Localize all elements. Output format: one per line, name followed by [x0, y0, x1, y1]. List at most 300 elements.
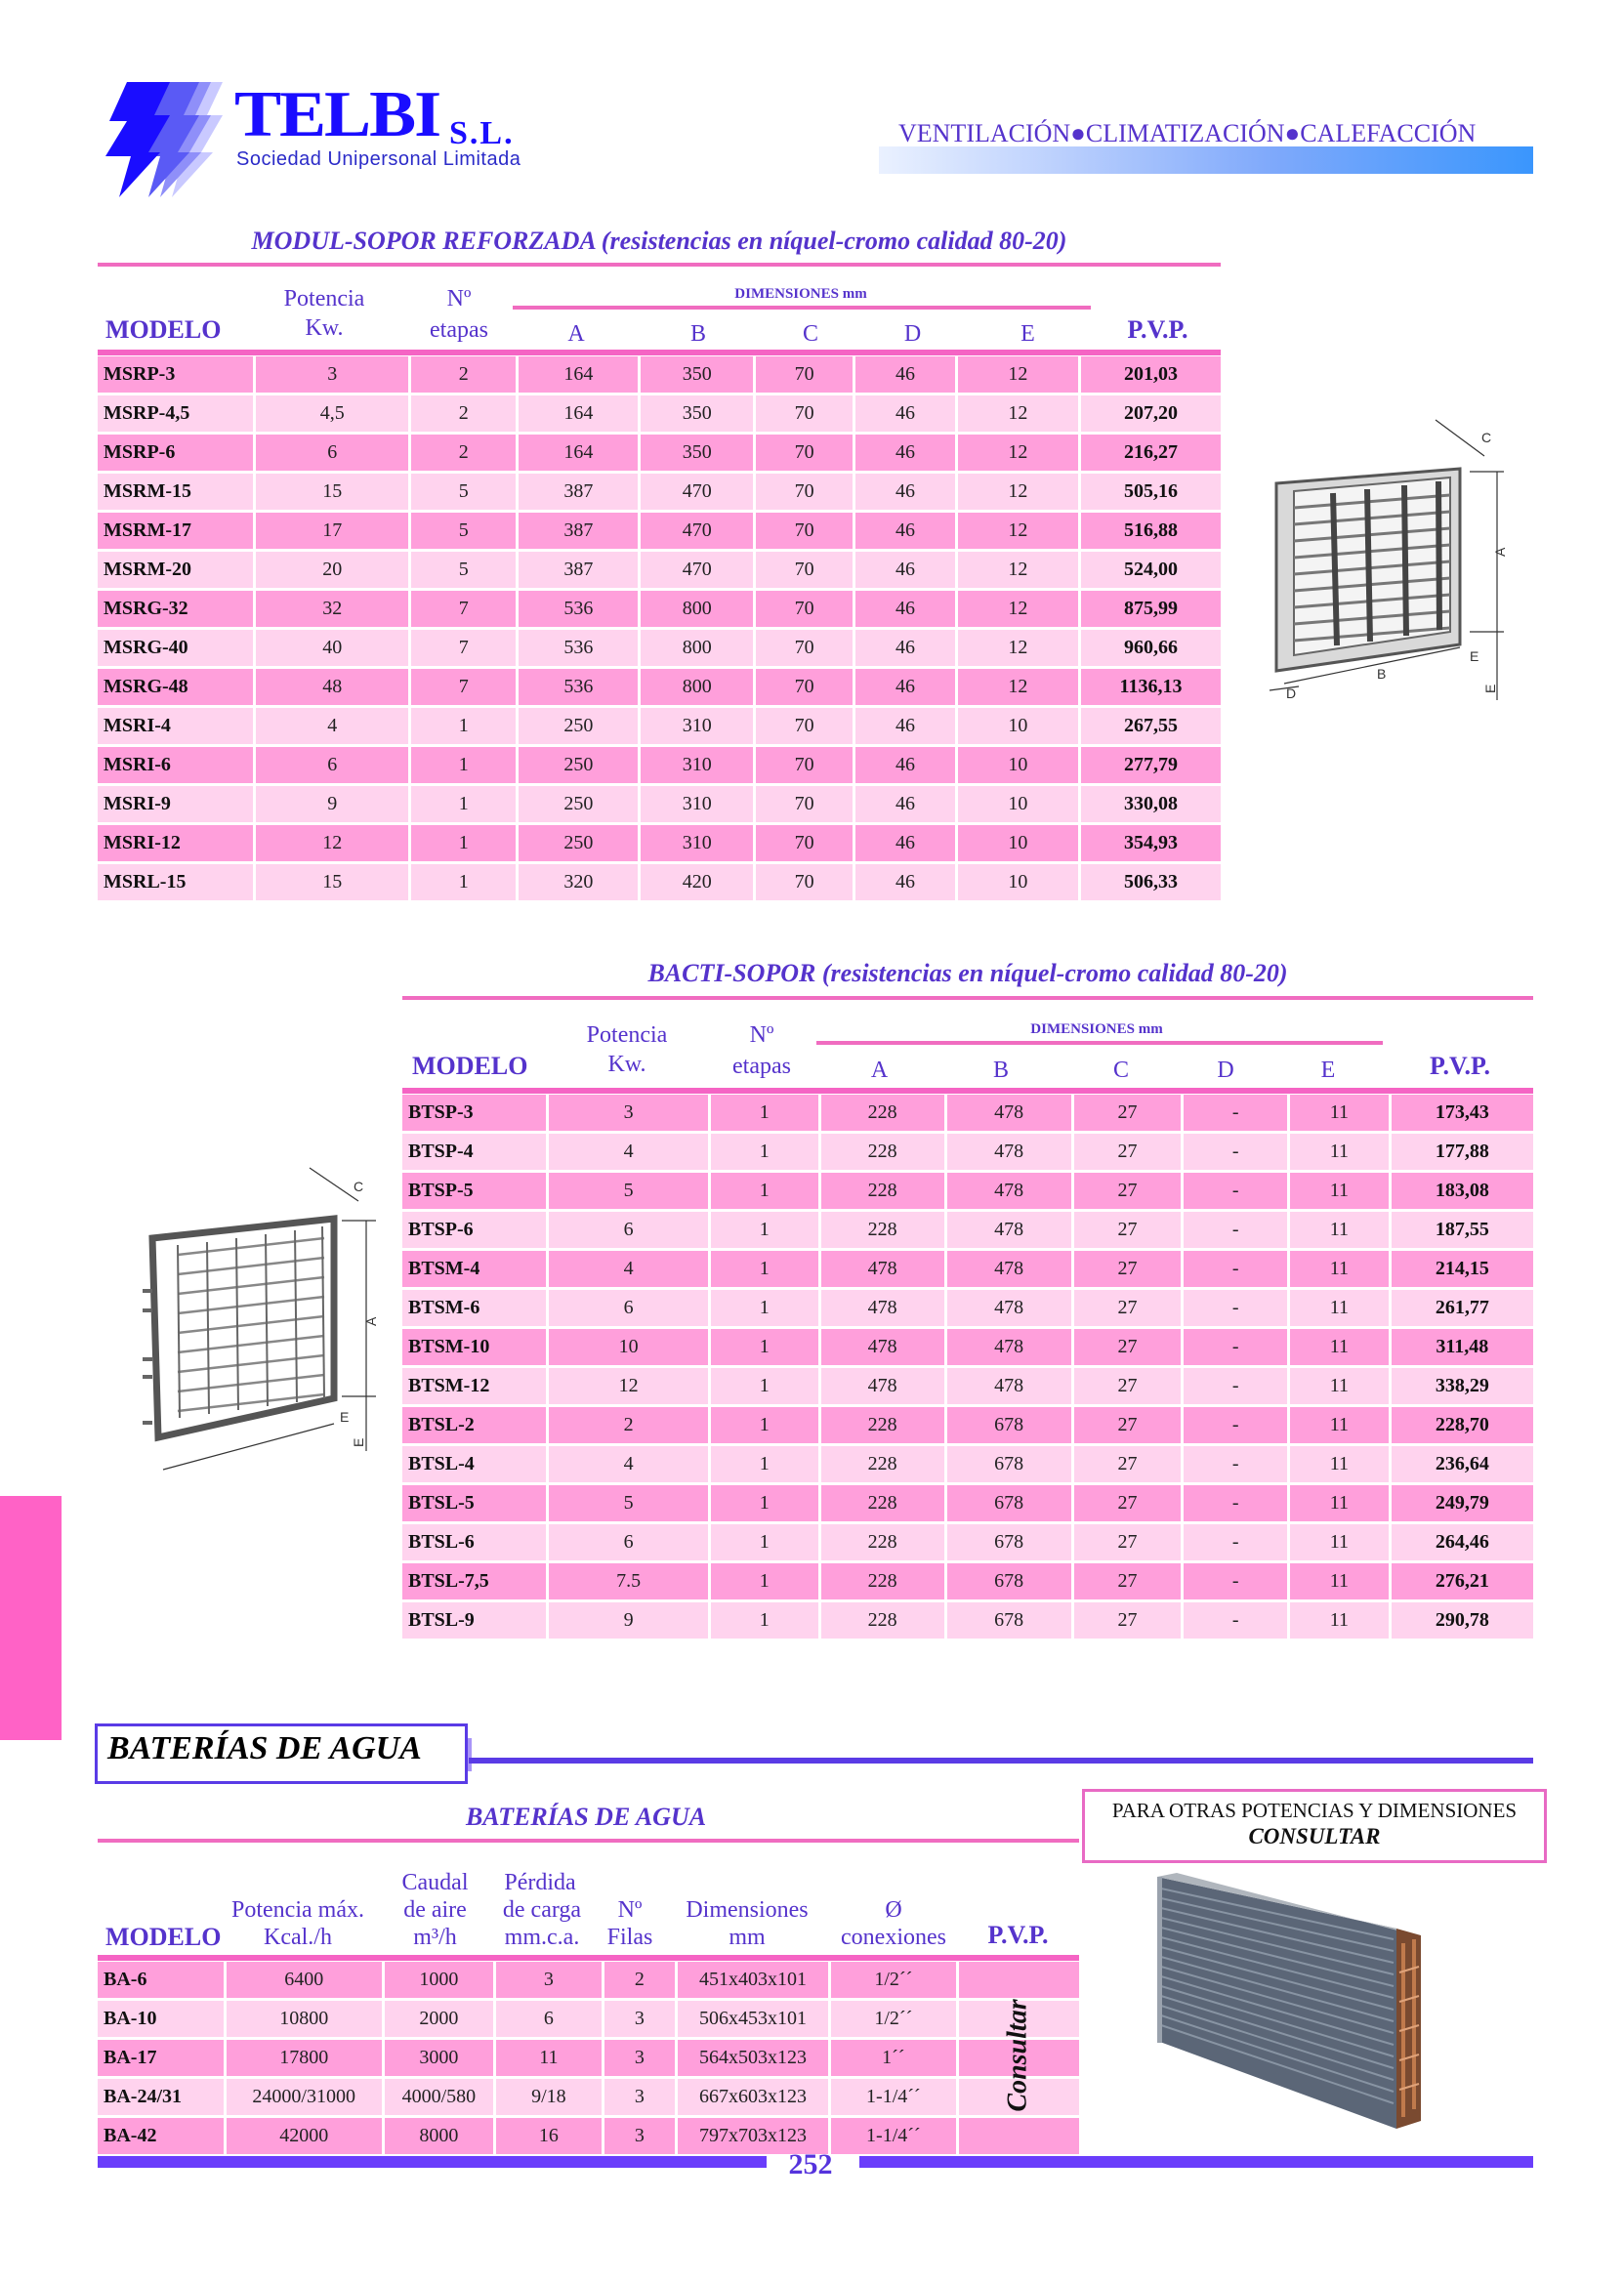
value-cell: 6400 — [227, 1962, 382, 1998]
value-cell: 11 — [1290, 1095, 1389, 1131]
value-cell: 27 — [1074, 1134, 1182, 1170]
table-row — [98, 2118, 1079, 2154]
value-cell: 70 — [756, 747, 853, 783]
price-cell: 187,55 — [1392, 1212, 1533, 1248]
baterias-table — [95, 1959, 1082, 2157]
consult-note-line2: CONSULTAR — [1248, 1824, 1381, 1848]
value-cell: 1 — [711, 1485, 818, 1521]
table-row — [402, 1368, 1533, 1404]
value-cell: 678 — [947, 1524, 1071, 1560]
modul-table — [95, 353, 1224, 903]
modul-header-b: B — [689, 321, 706, 347]
table-row — [98, 474, 1221, 510]
price-cell: 276,21 — [1392, 1563, 1533, 1599]
value-cell: 1 — [411, 825, 516, 861]
model-cell: MSRG-32 — [98, 591, 253, 627]
value-cell: 46 — [855, 669, 954, 705]
value-cell: 10 — [958, 864, 1078, 900]
value-cell: 1 — [711, 1251, 818, 1287]
value-cell: 46 — [855, 395, 954, 432]
model-cell: MSRI-6 — [98, 747, 253, 783]
value-cell: 478 — [821, 1290, 944, 1326]
value-cell: 667x603x123 — [678, 2079, 828, 2115]
value-cell: 70 — [756, 552, 853, 588]
value-cell: 1 — [711, 1407, 818, 1443]
value-cell: 1/2´´ — [831, 2001, 955, 2037]
bacti-header-pvp: P.V.P. — [1430, 1052, 1490, 1080]
logo-suffix: S.L. — [449, 115, 515, 151]
value-cell: 27 — [1074, 1095, 1182, 1131]
value-cell: 310 — [641, 786, 753, 822]
value-cell: 5 — [411, 552, 516, 588]
bacti-diagram-label-e1: E — [340, 1409, 350, 1425]
value-cell: 27 — [1074, 1524, 1182, 1560]
value-cell: 10 — [958, 825, 1078, 861]
value-cell: 11 — [496, 2040, 602, 2076]
value-cell: 11 — [1290, 1173, 1389, 1209]
value-cell: 478 — [947, 1212, 1071, 1248]
value-cell: - — [1184, 1524, 1287, 1560]
value-cell: 27 — [1074, 1602, 1182, 1639]
modul-header-pvp: P.V.P. — [1127, 315, 1188, 344]
side-tab-marker — [0, 1496, 62, 1740]
value-cell: 6 — [496, 2001, 602, 2037]
section-heading-baterias: BATERÍAS DE AGUA — [107, 1730, 422, 1766]
value-cell: - — [1184, 1368, 1287, 1404]
water-coil-image — [1138, 1865, 1431, 2129]
price-cell: 183,08 — [1392, 1173, 1533, 1209]
value-cell: 70 — [756, 669, 853, 705]
model-cell: BTSM-6 — [402, 1290, 546, 1326]
value-cell: 3 — [604, 2040, 675, 2076]
value-cell: 387 — [519, 474, 638, 510]
table-row — [98, 708, 1221, 744]
value-cell: 10 — [549, 1329, 708, 1365]
model-cell: BA-42 — [98, 2118, 224, 2154]
value-cell: - — [1184, 1173, 1287, 1209]
value-cell: 800 — [641, 669, 753, 705]
value-cell: 536 — [519, 630, 638, 666]
value-cell: 1 — [411, 786, 516, 822]
value-cell: 478 — [947, 1173, 1071, 1209]
table-row — [98, 2040, 1079, 2076]
value-cell: 70 — [756, 630, 853, 666]
value-cell: 478 — [947, 1368, 1071, 1404]
footer-rule-left — [98, 2156, 767, 2168]
value-cell: 1 — [711, 1095, 818, 1131]
model-cell: BTSP-5 — [402, 1173, 546, 1209]
value-cell: 310 — [641, 747, 753, 783]
value-cell: 27 — [1074, 1251, 1182, 1287]
value-cell: 17800 — [227, 2040, 382, 2076]
value-cell: 1-1/4´´ — [831, 2079, 955, 2115]
baterias-header-perdida-3: mm.c.a. — [504, 1925, 580, 1950]
value-cell: - — [1184, 1095, 1287, 1131]
table-row — [98, 435, 1221, 471]
bacti-header-c: C — [1112, 1058, 1129, 1083]
value-cell: 3 — [604, 2118, 675, 2154]
model-cell: BA-24/31 — [98, 2079, 224, 2115]
value-cell: 310 — [641, 825, 753, 861]
model-cell: MSRG-48 — [98, 669, 253, 705]
baterias-title: BATERÍAS DE AGUA — [465, 1803, 707, 1831]
value-cell: 27 — [1074, 1290, 1182, 1326]
value-cell: 1 — [711, 1446, 818, 1482]
value-cell: 797x703x123 — [678, 2118, 828, 2154]
value-cell: 536 — [519, 591, 638, 627]
value-cell: 350 — [641, 435, 753, 471]
value-cell: 536 — [519, 669, 638, 705]
price-cell: 201,03 — [1081, 356, 1221, 393]
value-cell: 470 — [641, 474, 753, 510]
value-cell: 1 — [711, 1602, 818, 1639]
table-row — [402, 1095, 1533, 1131]
table-row — [402, 1563, 1533, 1599]
model-cell: BTSL-5 — [402, 1485, 546, 1521]
value-cell: 1 — [711, 1524, 818, 1560]
model-cell: BTSP-6 — [402, 1212, 546, 1248]
model-cell: MSRM-20 — [98, 552, 253, 588]
value-cell: 12 — [958, 435, 1078, 471]
table-row — [98, 395, 1221, 432]
value-cell: 11 — [1290, 1602, 1389, 1639]
table-row — [402, 1173, 1533, 1209]
table-row — [402, 1329, 1533, 1365]
modul-header-potencia-2: Kw. — [305, 315, 344, 341]
baterias-pvp-merged-cell — [957, 1963, 1079, 2148]
value-cell: 70 — [756, 864, 853, 900]
value-cell: 46 — [855, 708, 954, 744]
table-row — [98, 2001, 1079, 2037]
value-cell: 70 — [756, 708, 853, 744]
price-cell: 249,79 — [1392, 1485, 1533, 1521]
baterias-header-dim-2: mm — [729, 1925, 766, 1950]
value-cell: 27 — [1074, 1212, 1182, 1248]
price-cell: 228,70 — [1392, 1407, 1533, 1443]
tagline-gradient-bar — [879, 146, 1533, 174]
value-cell: 11 — [1290, 1251, 1389, 1287]
value-cell: 46 — [855, 356, 954, 393]
baterias-header-pvp: P.V.P. — [987, 1921, 1049, 1949]
value-cell: 7 — [411, 630, 516, 666]
value-cell: 11 — [1290, 1329, 1389, 1365]
value-cell: 800 — [641, 591, 753, 627]
value-cell: 3 — [256, 356, 408, 393]
modul-diagram-label-b: B — [1377, 666, 1387, 682]
modul-header-etapas-1: Nº — [446, 286, 472, 311]
value-cell: 228 — [821, 1134, 944, 1170]
value-cell: 478 — [947, 1251, 1071, 1287]
value-cell: 470 — [641, 552, 753, 588]
price-cell: 505,16 — [1081, 474, 1221, 510]
value-cell: 4 — [549, 1134, 708, 1170]
table-row — [402, 1446, 1533, 1482]
model-cell: MSRM-17 — [98, 513, 253, 549]
value-cell: 228 — [821, 1095, 944, 1131]
table-row — [402, 1251, 1533, 1287]
value-cell: 11 — [1290, 1485, 1389, 1521]
value-cell: 350 — [641, 356, 753, 393]
price-cell: 516,88 — [1081, 513, 1221, 549]
modul-header-c: C — [802, 321, 818, 347]
value-cell: 6 — [549, 1524, 708, 1560]
value-cell: 70 — [756, 825, 853, 861]
bacti-dimensiones-rule — [816, 1041, 1383, 1045]
value-cell: 1 — [411, 708, 516, 744]
value-cell: - — [1184, 1485, 1287, 1521]
value-cell: - — [1184, 1563, 1287, 1599]
value-cell: - — [1184, 1134, 1287, 1170]
bacti-header-modelo: MODELO — [412, 1052, 528, 1080]
baterias-header-caudal-1: Caudal — [401, 1870, 469, 1895]
baterias-header-con-2: conexiones — [841, 1925, 946, 1950]
value-cell: 228 — [821, 1485, 944, 1521]
value-cell: 24000/31000 — [227, 2079, 382, 2115]
value-cell: 228 — [821, 1173, 944, 1209]
value-cell: 2 — [604, 1962, 675, 1998]
baterias-header-perdida-2: de carga — [502, 1897, 582, 1923]
baterias-header-potencia-1: Potencia máx. — [231, 1897, 364, 1923]
value-cell: 678 — [947, 1602, 1071, 1639]
model-cell: MSRP-4,5 — [98, 395, 253, 432]
value-cell: 70 — [756, 395, 853, 432]
model-cell: BTSP-3 — [402, 1095, 546, 1131]
price-cell: 506,33 — [1081, 864, 1221, 900]
tagline: VENTILACIÓN●CLIMATIZACIÓN●CALEFACCIÓN — [898, 119, 1477, 147]
table-row — [402, 1602, 1533, 1639]
model-cell: MSRP-6 — [98, 435, 253, 471]
value-cell: 5 — [549, 1173, 708, 1209]
value-cell: - — [1184, 1290, 1287, 1326]
value-cell: 27 — [1074, 1446, 1182, 1482]
price-cell: 216,27 — [1081, 435, 1221, 471]
table-row — [98, 669, 1221, 705]
bacti-diagram-label-a: A — [363, 1316, 379, 1326]
value-cell: 250 — [519, 708, 638, 744]
value-cell: 228 — [821, 1212, 944, 1248]
bacti-sopor-diagram — [139, 1162, 397, 1474]
value-cell: 46 — [855, 591, 954, 627]
baterias-header-dim-1: Dimensiones — [686, 1897, 809, 1923]
table-row — [402, 1524, 1533, 1560]
value-cell: 1 — [711, 1290, 818, 1326]
value-cell: 46 — [855, 513, 954, 549]
price-cell: 354,93 — [1081, 825, 1221, 861]
value-cell: 164 — [519, 356, 638, 393]
value-cell: 1´´ — [831, 2040, 955, 2076]
value-cell: 15 — [256, 864, 408, 900]
value-cell: 12 — [958, 513, 1078, 549]
value-cell: 46 — [855, 630, 954, 666]
value-cell: 564x503x123 — [678, 2040, 828, 2076]
modul-diagram-label-a: A — [1492, 547, 1508, 557]
value-cell: - — [1184, 1602, 1287, 1639]
modul-sopor-title: MODUL-SOPOR REFORZADA (resistencias en níquel-cromo calidad 80-20) — [251, 227, 1067, 255]
value-cell: 27 — [1074, 1329, 1182, 1365]
value-cell: 387 — [519, 552, 638, 588]
value-cell: 2 — [411, 356, 516, 393]
table-row — [98, 786, 1221, 822]
model-cell: MSRG-40 — [98, 630, 253, 666]
bacti-diagram-label-c: C — [354, 1179, 364, 1194]
value-cell: 11 — [1290, 1446, 1389, 1482]
value-cell: 9/18 — [496, 2079, 602, 2115]
value-cell: 310 — [641, 708, 753, 744]
value-cell: 11 — [1290, 1212, 1389, 1248]
value-cell: 6 — [256, 435, 408, 471]
bacti-header-etapas-1: Nº — [749, 1022, 774, 1048]
model-cell: BTSL-7,5 — [402, 1563, 546, 1599]
value-cell: 1 — [411, 747, 516, 783]
model-cell: BTSM-10 — [402, 1329, 546, 1365]
value-cell: 228 — [821, 1446, 944, 1482]
price-cell: 338,29 — [1392, 1368, 1533, 1404]
value-cell: 8000 — [385, 2118, 493, 2154]
price-cell: 177,88 — [1392, 1134, 1533, 1170]
baterias-header-modelo: MODELO — [105, 1923, 222, 1951]
value-cell: 46 — [855, 825, 954, 861]
price-cell: 960,66 — [1081, 630, 1221, 666]
value-cell: 4 — [549, 1251, 708, 1287]
value-cell: - — [1184, 1329, 1287, 1365]
value-cell: 27 — [1074, 1368, 1182, 1404]
value-cell: 506x453x101 — [678, 2001, 828, 2037]
value-cell: 12 — [958, 552, 1078, 588]
value-cell: 5 — [549, 1485, 708, 1521]
value-cell: 46 — [855, 747, 954, 783]
model-cell: BTSM-4 — [402, 1251, 546, 1287]
value-cell: 70 — [756, 356, 853, 393]
value-cell: 2000 — [385, 2001, 493, 2037]
value-cell: 70 — [756, 786, 853, 822]
modul-title-rule — [98, 263, 1221, 267]
value-cell: 12 — [958, 356, 1078, 393]
footer-rule-right — [859, 2156, 1533, 2168]
value-cell: 12 — [958, 474, 1078, 510]
value-cell: 46 — [855, 552, 954, 588]
model-cell: BTSL-2 — [402, 1407, 546, 1443]
value-cell: 16 — [496, 2118, 602, 2154]
value-cell: 27 — [1074, 1407, 1182, 1443]
value-cell: 228 — [821, 1602, 944, 1639]
bacti-table — [399, 1092, 1536, 1641]
bacti-title-rule — [402, 996, 1533, 1000]
value-cell: 478 — [947, 1290, 1071, 1326]
baterias-header-caudal-2: de aire — [403, 1897, 467, 1923]
modul-diagram-label-c: C — [1481, 430, 1492, 445]
value-cell: 11 — [1290, 1290, 1389, 1326]
value-cell: 4 — [549, 1446, 708, 1482]
price-cell: 264,46 — [1392, 1524, 1533, 1560]
value-cell: 228 — [821, 1563, 944, 1599]
model-cell: MSRM-15 — [98, 474, 253, 510]
table-row — [98, 747, 1221, 783]
price-cell: 207,20 — [1081, 395, 1221, 432]
value-cell: 4 — [256, 708, 408, 744]
value-cell: 70 — [756, 591, 853, 627]
value-cell: 70 — [756, 513, 853, 549]
price-cell: 524,00 — [1081, 552, 1221, 588]
table-row — [98, 552, 1221, 588]
value-cell: 15 — [256, 474, 408, 510]
value-cell: 1000 — [385, 1962, 493, 1998]
value-cell: 387 — [519, 513, 638, 549]
value-cell: 6 — [256, 747, 408, 783]
modul-sopor-diagram — [1265, 415, 1528, 718]
price-cell: 173,43 — [1392, 1095, 1533, 1131]
value-cell: 350 — [641, 395, 753, 432]
value-cell: 3000 — [385, 2040, 493, 2076]
baterias-header-potencia-2: Kcal./h — [264, 1925, 332, 1950]
value-cell: 228 — [821, 1524, 944, 1560]
value-cell: 9 — [256, 786, 408, 822]
logo-subtitle: Sociedad Unipersonal Limitada — [236, 148, 521, 170]
price-cell: 214,15 — [1392, 1251, 1533, 1287]
model-cell: BA-6 — [98, 1962, 224, 1998]
baterias-pvp-consultar: Consultar — [1002, 1999, 1033, 2112]
page-number: 252 — [788, 2148, 833, 2180]
bacti-header-b: B — [992, 1058, 1009, 1083]
value-cell: - — [1184, 1407, 1287, 1443]
value-cell: 164 — [519, 435, 638, 471]
value-cell: 250 — [519, 825, 638, 861]
value-cell: 46 — [855, 435, 954, 471]
price-cell: 290,78 — [1392, 1602, 1533, 1639]
table-row — [98, 2079, 1079, 2115]
value-cell: 7.5 — [549, 1563, 708, 1599]
value-cell: 12 — [256, 825, 408, 861]
value-cell: 6 — [549, 1290, 708, 1326]
value-cell: 478 — [821, 1368, 944, 1404]
value-cell: 1/2´´ — [831, 1962, 955, 1998]
table-row — [98, 864, 1221, 900]
modul-header-potencia-1: Potencia — [283, 286, 365, 311]
value-cell: 2 — [549, 1407, 708, 1443]
value-cell: 46 — [855, 864, 954, 900]
value-cell: 12 — [958, 669, 1078, 705]
baterias-title-rule — [98, 1839, 1079, 1843]
bacti-header-e: E — [1320, 1058, 1336, 1083]
model-cell: MSRI-9 — [98, 786, 253, 822]
model-cell: MSRP-3 — [98, 356, 253, 393]
value-cell: 1 — [711, 1212, 818, 1248]
value-cell: 46 — [855, 474, 954, 510]
value-cell: 11 — [1290, 1407, 1389, 1443]
value-cell: 1 — [711, 1368, 818, 1404]
value-cell: 1 — [711, 1134, 818, 1170]
table-row — [402, 1212, 1533, 1248]
value-cell: 3 — [604, 2079, 675, 2115]
value-cell: 478 — [947, 1095, 1071, 1131]
value-cell: 250 — [519, 786, 638, 822]
modul-header-etapas-2: etapas — [430, 317, 488, 343]
value-cell: 1 — [711, 1563, 818, 1599]
value-cell: 678 — [947, 1446, 1071, 1482]
value-cell: 320 — [519, 864, 638, 900]
model-cell: BTSM-12 — [402, 1368, 546, 1404]
bacti-sopor-title: BACTI-SOPOR (resistencias en níquel-cromo calidad 80-20) — [647, 959, 1288, 987]
value-cell: 42000 — [227, 2118, 382, 2154]
table-row — [98, 513, 1221, 549]
value-cell: 10800 — [227, 2001, 382, 2037]
modul-header-a: A — [567, 321, 585, 347]
price-cell: 277,79 — [1081, 747, 1221, 783]
modul-header-d: D — [903, 321, 922, 347]
modul-diagram-label-d: D — [1286, 685, 1297, 701]
price-cell: 236,64 — [1392, 1446, 1533, 1482]
value-cell: 20 — [256, 552, 408, 588]
table-row — [402, 1134, 1533, 1170]
